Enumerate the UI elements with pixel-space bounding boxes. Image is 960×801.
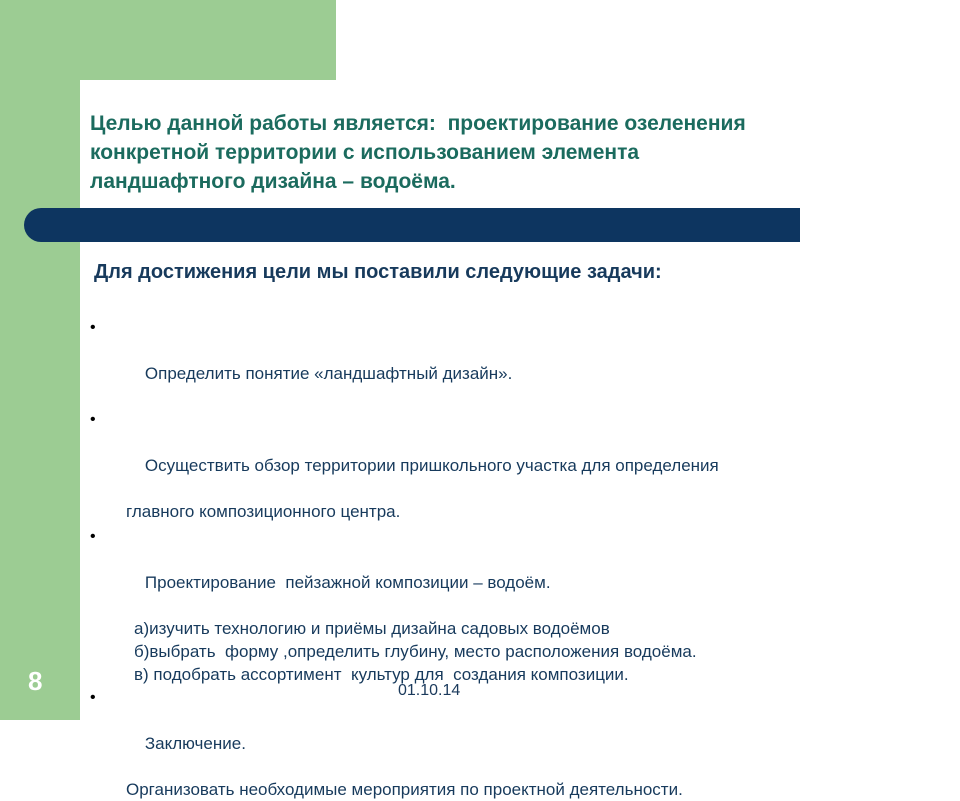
list-item-text: Заключение. — [144, 734, 246, 753]
divider-bar — [24, 208, 800, 242]
list-item-text: Осуществить обзор территории пришкольного участка для определения — [144, 456, 719, 475]
goal-statement — [90, 109, 850, 196]
tasks-heading: Для достижения цели мы поставили следующие задачи: — [94, 261, 662, 283]
bullet-icon: • — [90, 411, 96, 428]
list-item-text: Проектирование пейзажной композиции – водоём. — [144, 573, 551, 592]
bullet-icon: • — [90, 528, 96, 545]
sub-item: а)изучить технологию и приёмы дизайна садовых водоёмов — [134, 619, 610, 638]
sub-item: в) подобрать ассортимент культур для создания композиции. — [134, 665, 629, 684]
slide-date: 01.10.14 — [398, 682, 461, 699]
goal-line: Целью данной работы является: проектирование озеленения — [90, 112, 746, 135]
list-item-text: Определить понятие «ландшафтный дизайн». — [144, 364, 513, 383]
list-item-continuation: Организовать необходимые мероприятия по проектной деятельности. — [126, 780, 683, 799]
list-item — [90, 316, 890, 408]
task-list — [90, 316, 890, 801]
page-number: 8 — [28, 666, 43, 696]
sub-item: б)выбрать форму ,определить глубину, место расположения водоёма. — [134, 642, 697, 661]
list-item-continuation: главного композиционного центра. — [126, 502, 401, 521]
left-green-band — [0, 0, 80, 720]
list-item — [90, 525, 890, 617]
bullet-icon: • — [90, 319, 96, 336]
list-item — [90, 686, 890, 778]
list-item — [90, 408, 890, 500]
goal-line: конкретной территории с использованием элемента — [90, 141, 640, 164]
top-green-band — [0, 0, 336, 80]
goal-line: ландшафтного дизайна – водоёма. — [90, 170, 456, 193]
bullet-icon: • — [90, 689, 96, 706]
